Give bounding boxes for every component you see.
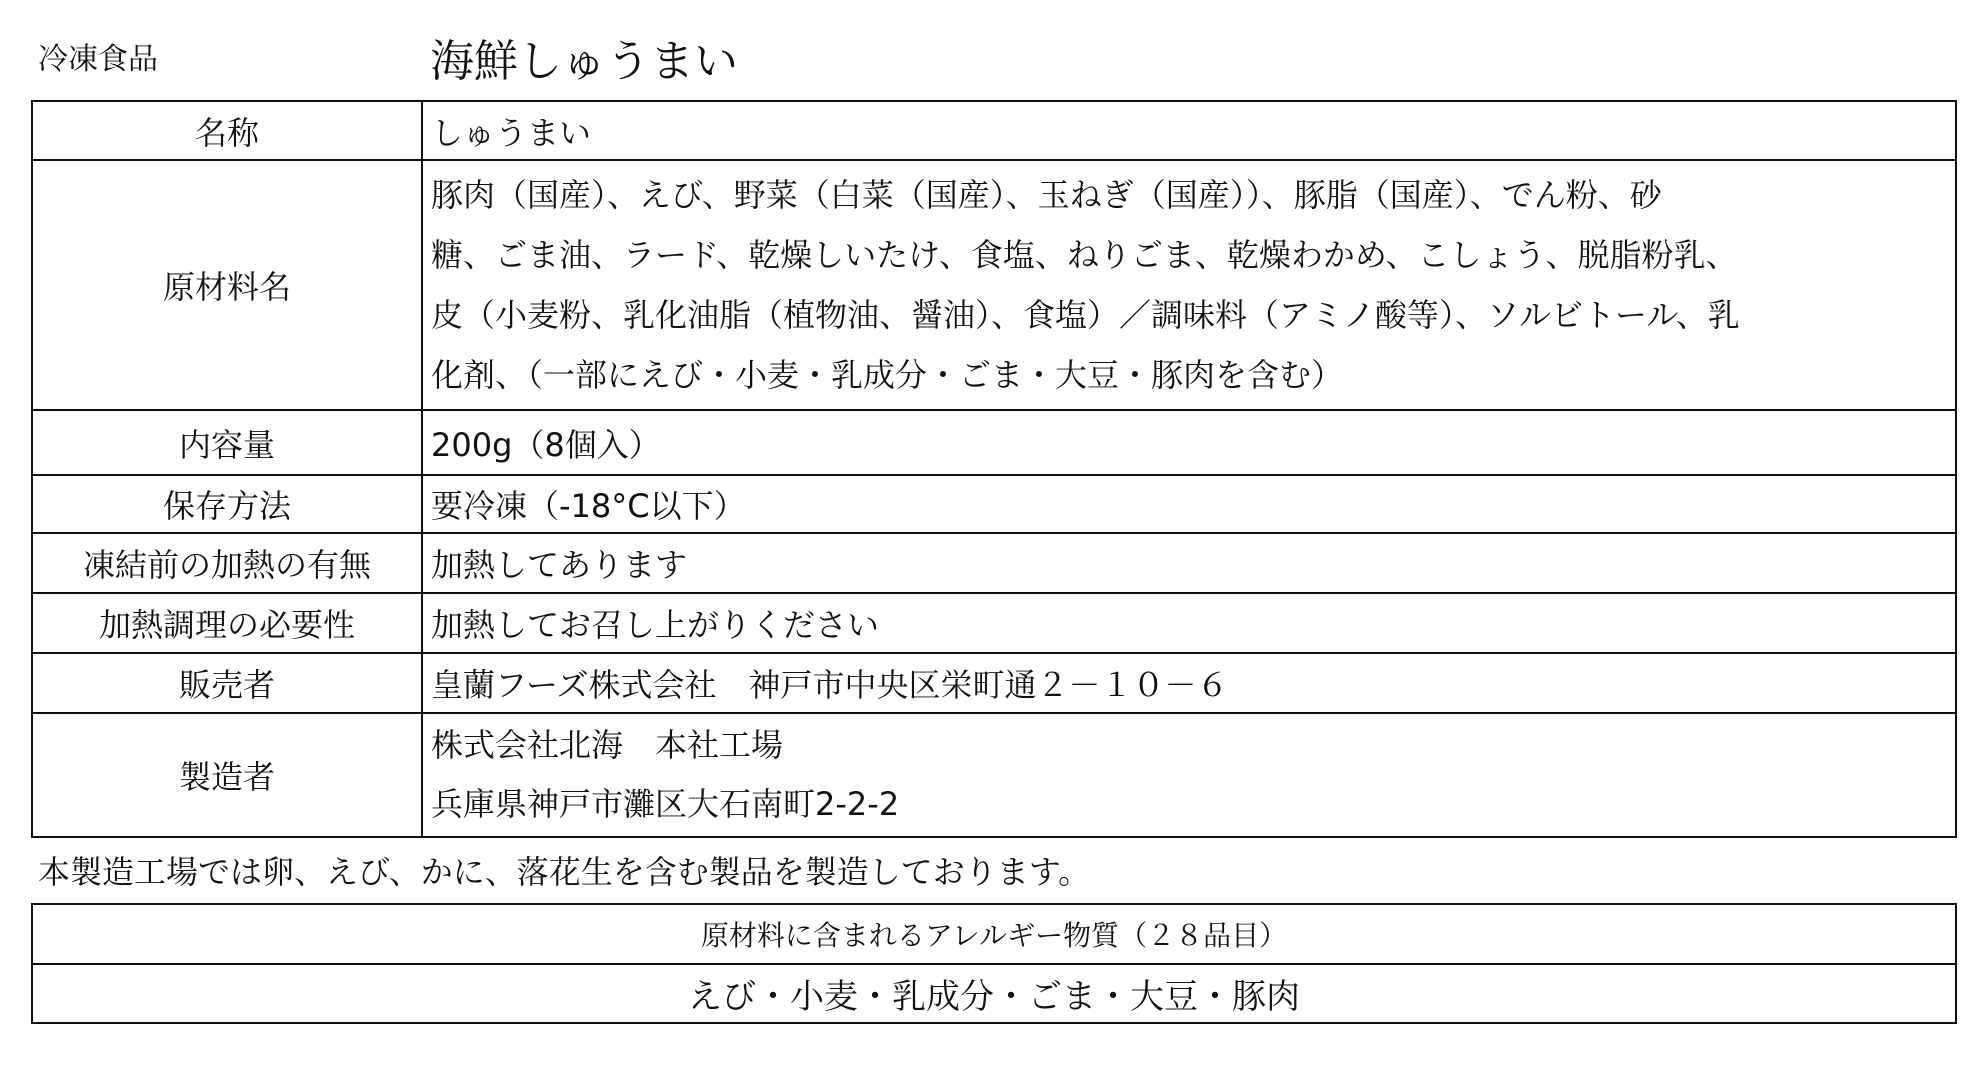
- ingredients-line: 糖、ごま油、ラード、乾燥しいたけ、食塩、ねりごま、乾燥わかめ、こしょう、脱脂粉乳、: [431, 236, 1738, 274]
- row-value-storage: [422, 475, 1956, 533]
- row-label-storage: 保存方法: [32, 475, 422, 533]
- allergen-table: [31, 903, 1957, 1024]
- ingredients-line: 化剤、（一部にえび・小麦・乳成分・ごま・大豆・豚肉を含む）: [431, 356, 1344, 394]
- ingredients-line: 皮（小麦粉、乳化油脂（植物油、醤油）、食塩）／調味料（アミノ酸等）、ソルビトール、乳: [431, 296, 1740, 334]
- row-label-content: 内容量: [32, 410, 422, 475]
- allergen-header-row: [32, 904, 1956, 964]
- row-label-heated-before-freezing: 凍結前の加熱の有無: [32, 533, 422, 593]
- value-line: 加熱してお召し上がりください: [431, 606, 880, 644]
- value-line: 200g（8個入）: [431, 425, 661, 464]
- row-value-cooking-required: [422, 593, 1956, 653]
- manufacturer-address: 兵庫県神戸市灘区大石南町2-2-2: [431, 785, 900, 823]
- row-value-content: [422, 410, 1956, 475]
- product-title: 海鮮しゅうまい: [430, 36, 738, 87]
- row-label-cooking-required: 加熱調理の必要性: [32, 593, 422, 653]
- row-value-heated-before-freezing: [422, 533, 1956, 593]
- factory-allergen-note: 本製造工場では卵、えび、かに、落花生を含む製品を製造しております。: [38, 853, 1091, 891]
- row-label-seller: 販売者: [32, 653, 422, 713]
- row-value-name: [422, 101, 1956, 160]
- allergen-values: えび・小麦・乳成分・ごま・大豆・豚肉: [32, 964, 1956, 1023]
- manufacturer-name: 株式会社北海 本社工場: [431, 726, 784, 764]
- table-row-ingredients: [32, 160, 1956, 410]
- table-row-heated-before-freezing: [32, 533, 1956, 593]
- row-value-seller: [422, 653, 1956, 713]
- row-label-manufacturer: 製造者: [32, 713, 422, 837]
- table-row-content: [32, 410, 1956, 475]
- food-label-table: [31, 100, 1957, 838]
- table-row-manufacturer: [32, 713, 1956, 837]
- ingredients-line: 豚肉（国産）、えび、野菜（白菜（国産）、玉ねぎ（国産））、豚脂（国産）、でん粉、砂: [431, 176, 1662, 214]
- row-label-ingredients: 原材料名: [32, 160, 422, 410]
- table-row-storage: [32, 475, 1956, 533]
- row-label-name: 名称: [32, 101, 422, 160]
- value-line: しゅうまい: [431, 113, 592, 152]
- allergen-header: 原材料に含まれるアレルギー物質（２８品目）: [32, 904, 1956, 964]
- table-row-name: [32, 101, 1956, 160]
- table-row-seller: [32, 653, 1956, 713]
- table-row-cooking-required: [32, 593, 1956, 653]
- category-label: 冷凍食品: [38, 42, 158, 77]
- value-line: 要冷凍（-18°C以下）: [431, 487, 746, 525]
- row-value-ingredients: [422, 160, 1956, 410]
- row-value-manufacturer: [422, 713, 1956, 837]
- value-line: 加熱してあります: [431, 546, 688, 584]
- value-line: 皇蘭フーズ株式会社 神戸市中央区栄町通２－１０－６: [431, 666, 1229, 704]
- allergen-values-row: [32, 964, 1956, 1023]
